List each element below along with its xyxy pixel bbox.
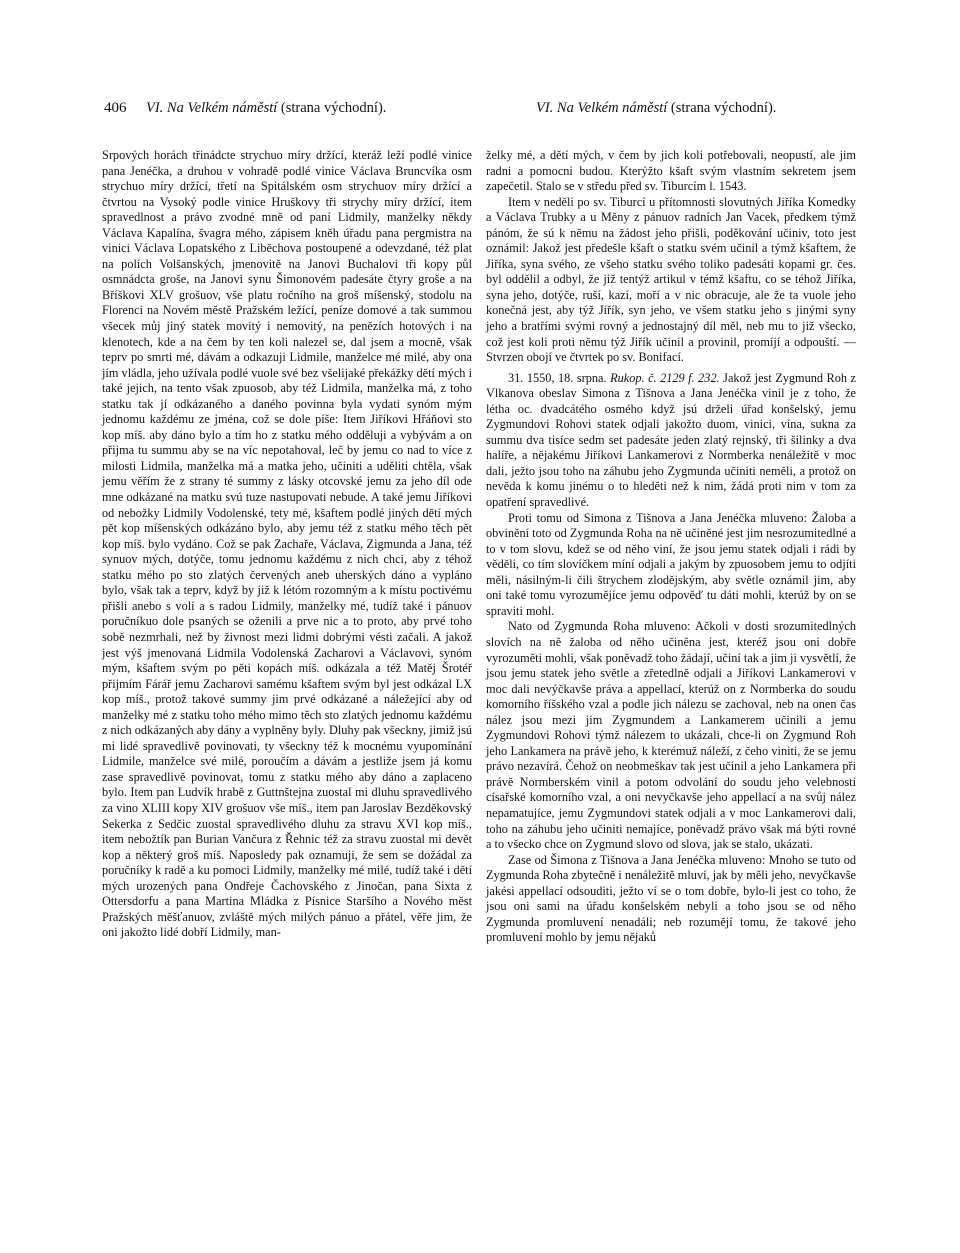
- right-paragraph-5: Nato od Zygmunda Roha mluveno: Ačkoli v dosti srozumitedlných slovích na ně žaloba od něho učiněna jest, kteréž jsou oni dobře vyrozuměti mohli, však poněvadž toho žádají, učiní tak a jim ji vysvětlí, že jsou jemu statek jeho světle a zřetedlně odjali a Jiříkovi Lankamerovi v moc dali nevýčkavše práva a appellací, kterúž on z Normberka do soudu komorního říšského vzal a podle jich nálezu se zachoval, neb na onen čas nález jsou mezi jim Zygmundem a Lankamerem učinili a jemu Zygmundovi Rohovi týmž nálezem to ukázali, chce-li on Zygmund Roh jeho Lankamera na právě jeho, k kterémuž náleží, z čeho viniti, že se jemu právo nezavírá. Čehož on neobmeškav tak jest učinil a jeho Lankamera při právě Normberském vinil a potom odvolání do soudu jeho velebnosti císařské komorního vzal, a oni nevyčkavše jeho appellací a na svůj nález nepamatujíce, jemu Zygmundovi statek odjali a v moc Lankamerovi dali, toho na záhubu jeho učiniti nemajíce, poněvadž právo však má býti rovné a to všecko chce on Zygmund slovo od slova, jak se stalo, ukázati.: [486, 619, 856, 852]
- running-title-right-italic: VI. Na Velkém náměstí: [536, 100, 668, 116]
- page-header: [104, 100, 844, 122]
- running-title-left: [146, 100, 386, 117]
- page-number: 406: [104, 100, 127, 116]
- running-title-right: [536, 100, 776, 117]
- right-paragraph-6: Zase od Šimona z Tišnova a Jana Jenéčka mluveno: Mnoho se tuto od Zygmunda Roha zbytečně i nenáležitě mluví, jak by měli jeho, nevyčkavše jakési appellací odsouditi, ježto ví se o tom dobře, bylo-li jest co toho, že jsou oni sami na úřadu konšelském nebyli a toho jsou se od něho Zygmunda promluvení nenadáli; neb rozumějí tomu, že takové jeho promluvení mohlo by jemu nějaků: [486, 852, 856, 945]
- running-title-left-italic: VI. Na Velkém náměstí: [146, 100, 278, 116]
- entry-31-paragraph: [486, 371, 856, 511]
- right-column: [486, 148, 856, 946]
- entry-text: Jakož jest Zygmund Roh z Vlkanova obeslav Simona z Tišnova a Jana Jenéčka vinil je z toho, že létha oc. dvadcátého osmého když jsú drželi úřad konšelský, jemu Zygmundovi Rohovi statek odjali jakožto duom, vinici, vína, sukna za summu dva tisíce sedm set padesáte jeden zlatý rejnský, tři šilinky a dva halíře, a nějakému Jiříkovi Lankamerovi z Normberka nenáležitě v moc dali, ježto jsou toho na záhubu jeho Zygmunda učiniti neměli, a protož on nevěda k komu jinému o to hleděti než k nim, žádá proti nim v tom za opatření spravedlivé.: [486, 370, 856, 510]
- left-paragraph-1: Srpových horách třinádcte strychuo míry držící, kteráž leží podlé vinice pana Jenéčka, a druhou v vohradě podlé vinice Václava Bruncvíka osm strychuo míry držící, třetí na Spitálském osm strychuov míry držící a čtvrtou na Vysoký podle vinice Hruškovy tři strychy míry držící, item spravedlnost a právo zvodné mně od paní Lidmily, manželky někdy Václava Kapalína, švagra mého, zápisem kněh úřadu pana pergmistra na vinici Václava Lopatského z Liběchova postoupené a odevzdané, též plat na polích Volšanských, jmenovitě na Janovi Buchalovi tři kopy půl osmnádcta groše, na Janovi synu Šimonovém padesáte čtyry groše a na Bříškovi XLV grošuov, vše platu ročního na groš míšenský, stodolu na Florenci na Novém městě Pražském ležící, peníze domové a tak summou všecek můj jiný statek movitý i nemovitý, na penězích hotových i na klenotech, kde a na čem by ten koli nalezel se, dal jsem a mocně, však teprv po smrti mé, dávám a odkazuji Lidmile, manželce mé milé, aby ona jím vládla, jeho užívala podlé vuole své bez všelijaké překážky dětí mých i také jejich, na tento však zpuosob, aby též Lidmila, manželka má, z toho statku tak jí odkázaného a daného povinna byla vydati synóm mým jednomu každému ze jména, což se dole píše: Item Jiříkovi Hřáňovi sto kop míš. aby dáno bylo a tím ho z statku mého odděluji a vybývám a on přijma tu summu aby se na víc nepotahoval, leč by jemu co nad to více z milosti Lidmila, manželka má a matka jeho, učiniti a uděliti chtěla, však jemu věřím že z strany té summy z lásky otcovské jemu za jeho díl ode mne odkázané na matku svú tuze nastupovati nebude. A také jemu Jiříkovi od nebožky Lidmily Vodolenské, tety mé, kšaftem podlé jiných dětí mých pět kop míšenských odkázáno bylo, aby jemu též z statku mého těch pět kop míš. bylo vydáno. Což se pak Zachaře, Václava, Zigmunda a Jana, též synuov mých, dotýče, tomu jednomu každému z nich chci, aby z téhož statku mého po sto zlatých červených aneb uherských dáno a vypláno bylo, však tak a teprv, když by již k létóm rozomným a k místu poctivému přišli anebo s volí a s radou Lidmily, manželky mé, tudíž také i pánuov poručníkuo dole psaných se oženili a prve nic a to proto, aby prvé toho sobě nezmrhali, než by živnost mezi lidmi dobrými vésti začali. A jakož jest výš jmenovaná Lidmila Vodolenská Zacharovi a Václavovi, synóm mým, kšaftem svým po pěti kopách míš. odkázala a též Matěj Šrotéř přijmím Fárář jemu Zacharovi samému kšaftem svým byl jest odkázal LX kop míš., protož takové summy jim prvé odkázané a náležející aby od manželky mé z statku toho mého mimo těch sto zlatých jednomu každému z nich odkázaných aby dány a vyplněny byly. Dluhy pak všeckny, jimiž jsú mi lidé spravedlivě povinovati, ty všeckny též k mocnému vyupomínání Lidmile, manželce své milé, poroučím a dávám a jestliže jsem já komu zase spravedlivě povinovat, tomu z statku mého aby dáno a zaplaceno bylo. Item pan Ludvík hrabě z Guttnštejna zuostal mi dluhu spravedlivého za vino XLIII kopy XIV grošuov vše míš., item pan Jaroslav Bezděkovský Sekerka z Sedčic zuostal spravedlivého dluhu za stravu XVI kop míš., item nebožtík pan Burian Vančura z Řehnic též za stravu zuostal mi devět kop a některý groš míš. Naposledy pak oznamuji, že sem se dožádal za poručníky k radě a ku pomoci Lidmily, manželky mé milé, tudíž také i dětí mých urozených pana Ondřeje Čachovského z Jinočan, pana Sixta z Ottersdorfu a pana Martina Mládka z Písnice Staršího a Nového měst Pražských měšťanuov, zvláště mých milých pánuo a přátel, věře jim, že oni jakožto lidé dobří Lidmily, man-: [102, 148, 472, 940]
- running-title-right-rest: (strana východní).: [667, 100, 777, 116]
- right-paragraph-1: želky mé, a dětí mých, v čem by jich koli potřebovali, neopustí, ale jim radni a pomocni budou. Kterýžto kšaft svým vlastním sekretem jsem zapečetil. Stalo se v středu před sv. Tiburcím l. 1543.: [486, 148, 856, 194]
- right-paragraph-4: Proti tomu od Simona z Tišnova a Jana Jenéčka mluveno: Žaloba a obvinění toto od Zygmunda Roha na ně učiněné jest jim nesrozumitedlné a to v tom slovu, kdež se od něho viní, že jsou jemu statek odjali i rádi by věděli, co tím slovíčkem míní odjali a jakým by zpuosobem jemu to odjíti měli, násilným-li čili štrychem zlodějským, aby světle oznámil jim, aby oni také tomu vyrozumějíce jemu odpověď tu dáti mohli, kterúž by on se spraviti mohl.: [486, 510, 856, 618]
- left-column: [102, 148, 472, 941]
- right-paragraph-2: Item v neděli po sv. Tiburcí u přítomnosti slovutných Jiříka Komedky a Václava Trubky a u Měny z pánuov radních Jan Vacek, předkem týmž pánóm, že sú k němu na žádost jeho přišli, poděkování učiniv, toto jest oznámil: Jakož jest předešle kšaft o statku svém učinil a týmž kšaftem, že Jiříka, syna svého, ze všeho statku svého toliko padesáti kopami gr. čes. byl oddělil a odbyl, že již tentýž artikul v témž kšaftu, co se téhož Jiříka, syna jeho, dotýče, ruší, kazí, moří a v nic obracuje, ale že ta vuole jeho konečná jest, aby týž Jiřík, syn jeho, ve všem statku jeho s jinými syny jeho a bratřími svými rovný a jednostajný díl měl, neb mu to již všecko, což jest koli proti němu týž Jiřík učinil a provinil, promíjí a odpouští. — Stvrzen obojí ve čtvrtek po sv. Bonifací.: [486, 194, 856, 365]
- manuscript-reference: Rukop. č. 2129 f. 232.: [610, 370, 720, 385]
- entry-number: 31.: [508, 370, 524, 385]
- running-title-left-rest: (strana východní).: [277, 100, 387, 116]
- entry-date: 1550, 18. srpna.: [523, 370, 611, 385]
